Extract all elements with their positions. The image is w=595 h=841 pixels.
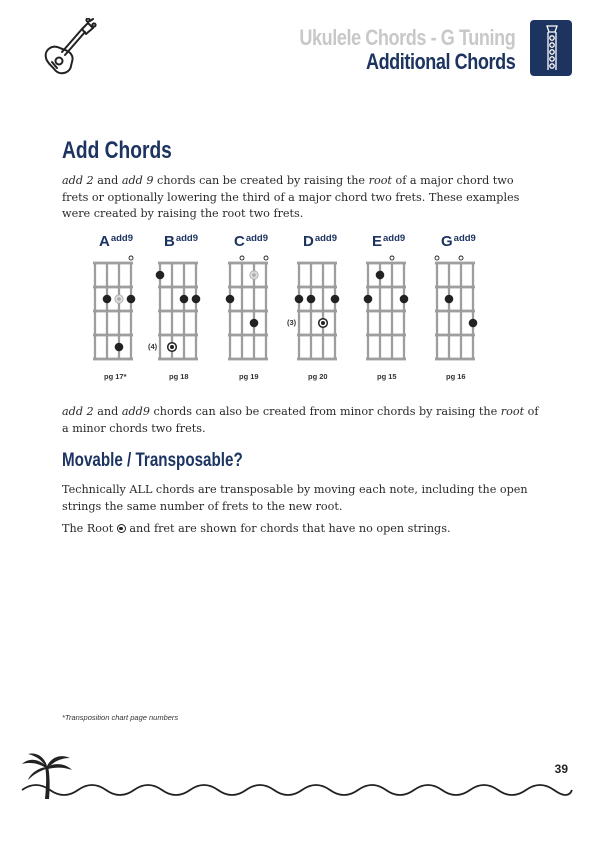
chord-name — [164, 233, 198, 250]
finger-dot — [364, 295, 373, 304]
chord-name — [303, 233, 337, 250]
chord-root-letter: B — [164, 233, 175, 250]
minor_note-segment: chords can also be created from minor chords by raising the — [149, 405, 501, 418]
root-marker-icon — [117, 524, 126, 533]
chord-name — [441, 233, 476, 250]
page-number: 39 — [554, 762, 568, 776]
root-finger-dot-center — [170, 345, 174, 349]
minor_note-segment: add 2 — [62, 405, 94, 418]
finger-dot — [376, 271, 385, 280]
footnote: *Transposition chart page numbers — [62, 713, 179, 722]
header-title — [252, 26, 515, 74]
chord-suffix: add9 — [383, 233, 406, 244]
finger-dot — [295, 295, 304, 304]
chord-name — [234, 233, 268, 250]
chord-diagram — [152, 253, 204, 369]
minor_note-segment: add9 — [121, 405, 150, 418]
chord-page-reference: pg 20 — [308, 372, 328, 381]
root-explanation — [62, 521, 542, 538]
chord-suffix: add9 — [314, 233, 338, 244]
finger-dot — [250, 319, 259, 328]
section-heading-add-chords: Add Chords — [62, 137, 172, 164]
chord-diagram — [429, 253, 481, 369]
intro-segment: add 9 — [121, 174, 154, 187]
finger-dot — [192, 295, 201, 304]
finger-dot — [156, 271, 165, 280]
chord-page-reference: pg 18 — [169, 372, 189, 381]
open-string-marker — [435, 256, 439, 260]
footer-decoration — [0, 750, 595, 810]
ghost-finger-dot-center — [117, 297, 121, 301]
chord-page-reference: pg 15 — [377, 372, 397, 381]
intro-segment: of a major chord two frets or optionally lowering the third of a major chord two frets. These examples were created by raising the root two frets. — [62, 174, 520, 220]
ukulele-icon — [38, 18, 98, 78]
intro-segment: and — [93, 174, 122, 187]
minor_note-segment: root — [500, 405, 525, 418]
chord-page-reference: pg 19 — [239, 372, 259, 381]
root-explanation-before: The Root — [62, 522, 117, 535]
finger-dot — [400, 295, 409, 304]
open-string-marker — [390, 256, 394, 260]
open-string-marker — [264, 256, 268, 260]
chord-diagram — [222, 253, 274, 369]
minor_note-segment: and — [93, 405, 122, 418]
chord-page-reference: pg 16 — [446, 372, 466, 381]
root-explanation-after: and fret are shown for chords that have no open strings. — [125, 522, 451, 535]
palm-tree-icon — [22, 754, 72, 800]
chord-suffix: add9 — [110, 233, 134, 244]
transposable-paragraph: Technically ALL chords are transposable by moving each note, including the open strings the same number of frets to the new root. — [62, 483, 528, 513]
intro-paragraph — [62, 173, 540, 223]
open-string-marker — [459, 256, 463, 260]
ghost-finger-dot-center — [252, 273, 256, 277]
chord-root-letter: D — [303, 233, 314, 250]
chord-root-letter: E — [372, 233, 383, 250]
minor_note-segment: of a minor chords two frets. — [62, 405, 539, 435]
chord-suffix: add9 — [453, 233, 476, 244]
chord-name — [99, 233, 133, 250]
ukulele-neck-icon — [530, 20, 572, 76]
finger-dot — [180, 295, 189, 304]
chord-diagram — [360, 253, 412, 369]
chord-diagram — [87, 253, 139, 369]
finger-dot — [331, 295, 340, 304]
chord-page-reference: pg 17* — [104, 372, 127, 381]
wave-line-icon — [22, 785, 572, 795]
starting-fret-label: (3) — [287, 318, 297, 327]
finger-dot — [226, 295, 235, 304]
finger-dot — [103, 295, 112, 304]
ukulele-logo — [38, 18, 98, 78]
header-title-line1: Ukulele Chords - G Tuning — [299, 25, 515, 50]
chord-root-letter: G — [441, 233, 453, 250]
chord-root-letter: C — [234, 233, 245, 250]
finger-dot — [307, 295, 316, 304]
starting-fret-label: (4) — [148, 342, 158, 351]
open-string-marker — [240, 256, 244, 260]
finger-dot — [127, 295, 136, 304]
chord-suffix: add9 — [245, 233, 269, 244]
section-heading-movable: Movable / Transposable? — [62, 450, 243, 471]
chord-suffix: add9 — [175, 233, 199, 244]
finger-dot — [115, 343, 124, 352]
finger-dot — [445, 295, 454, 304]
chord-name — [372, 233, 405, 250]
minor-chord-note — [62, 404, 542, 437]
intro-segment: add 2 — [62, 174, 94, 187]
header-title-line2: Additional Chords — [365, 49, 515, 74]
chord-diagram — [291, 253, 343, 369]
root-finger-dot-center — [321, 321, 325, 325]
chord-root-letter: A — [99, 233, 110, 250]
section-tab — [530, 20, 572, 76]
finger-dot — [469, 319, 478, 328]
open-string-marker — [129, 256, 133, 260]
intro-segment: chords can be created by raising the — [153, 174, 369, 187]
intro-segment: root — [368, 174, 392, 187]
